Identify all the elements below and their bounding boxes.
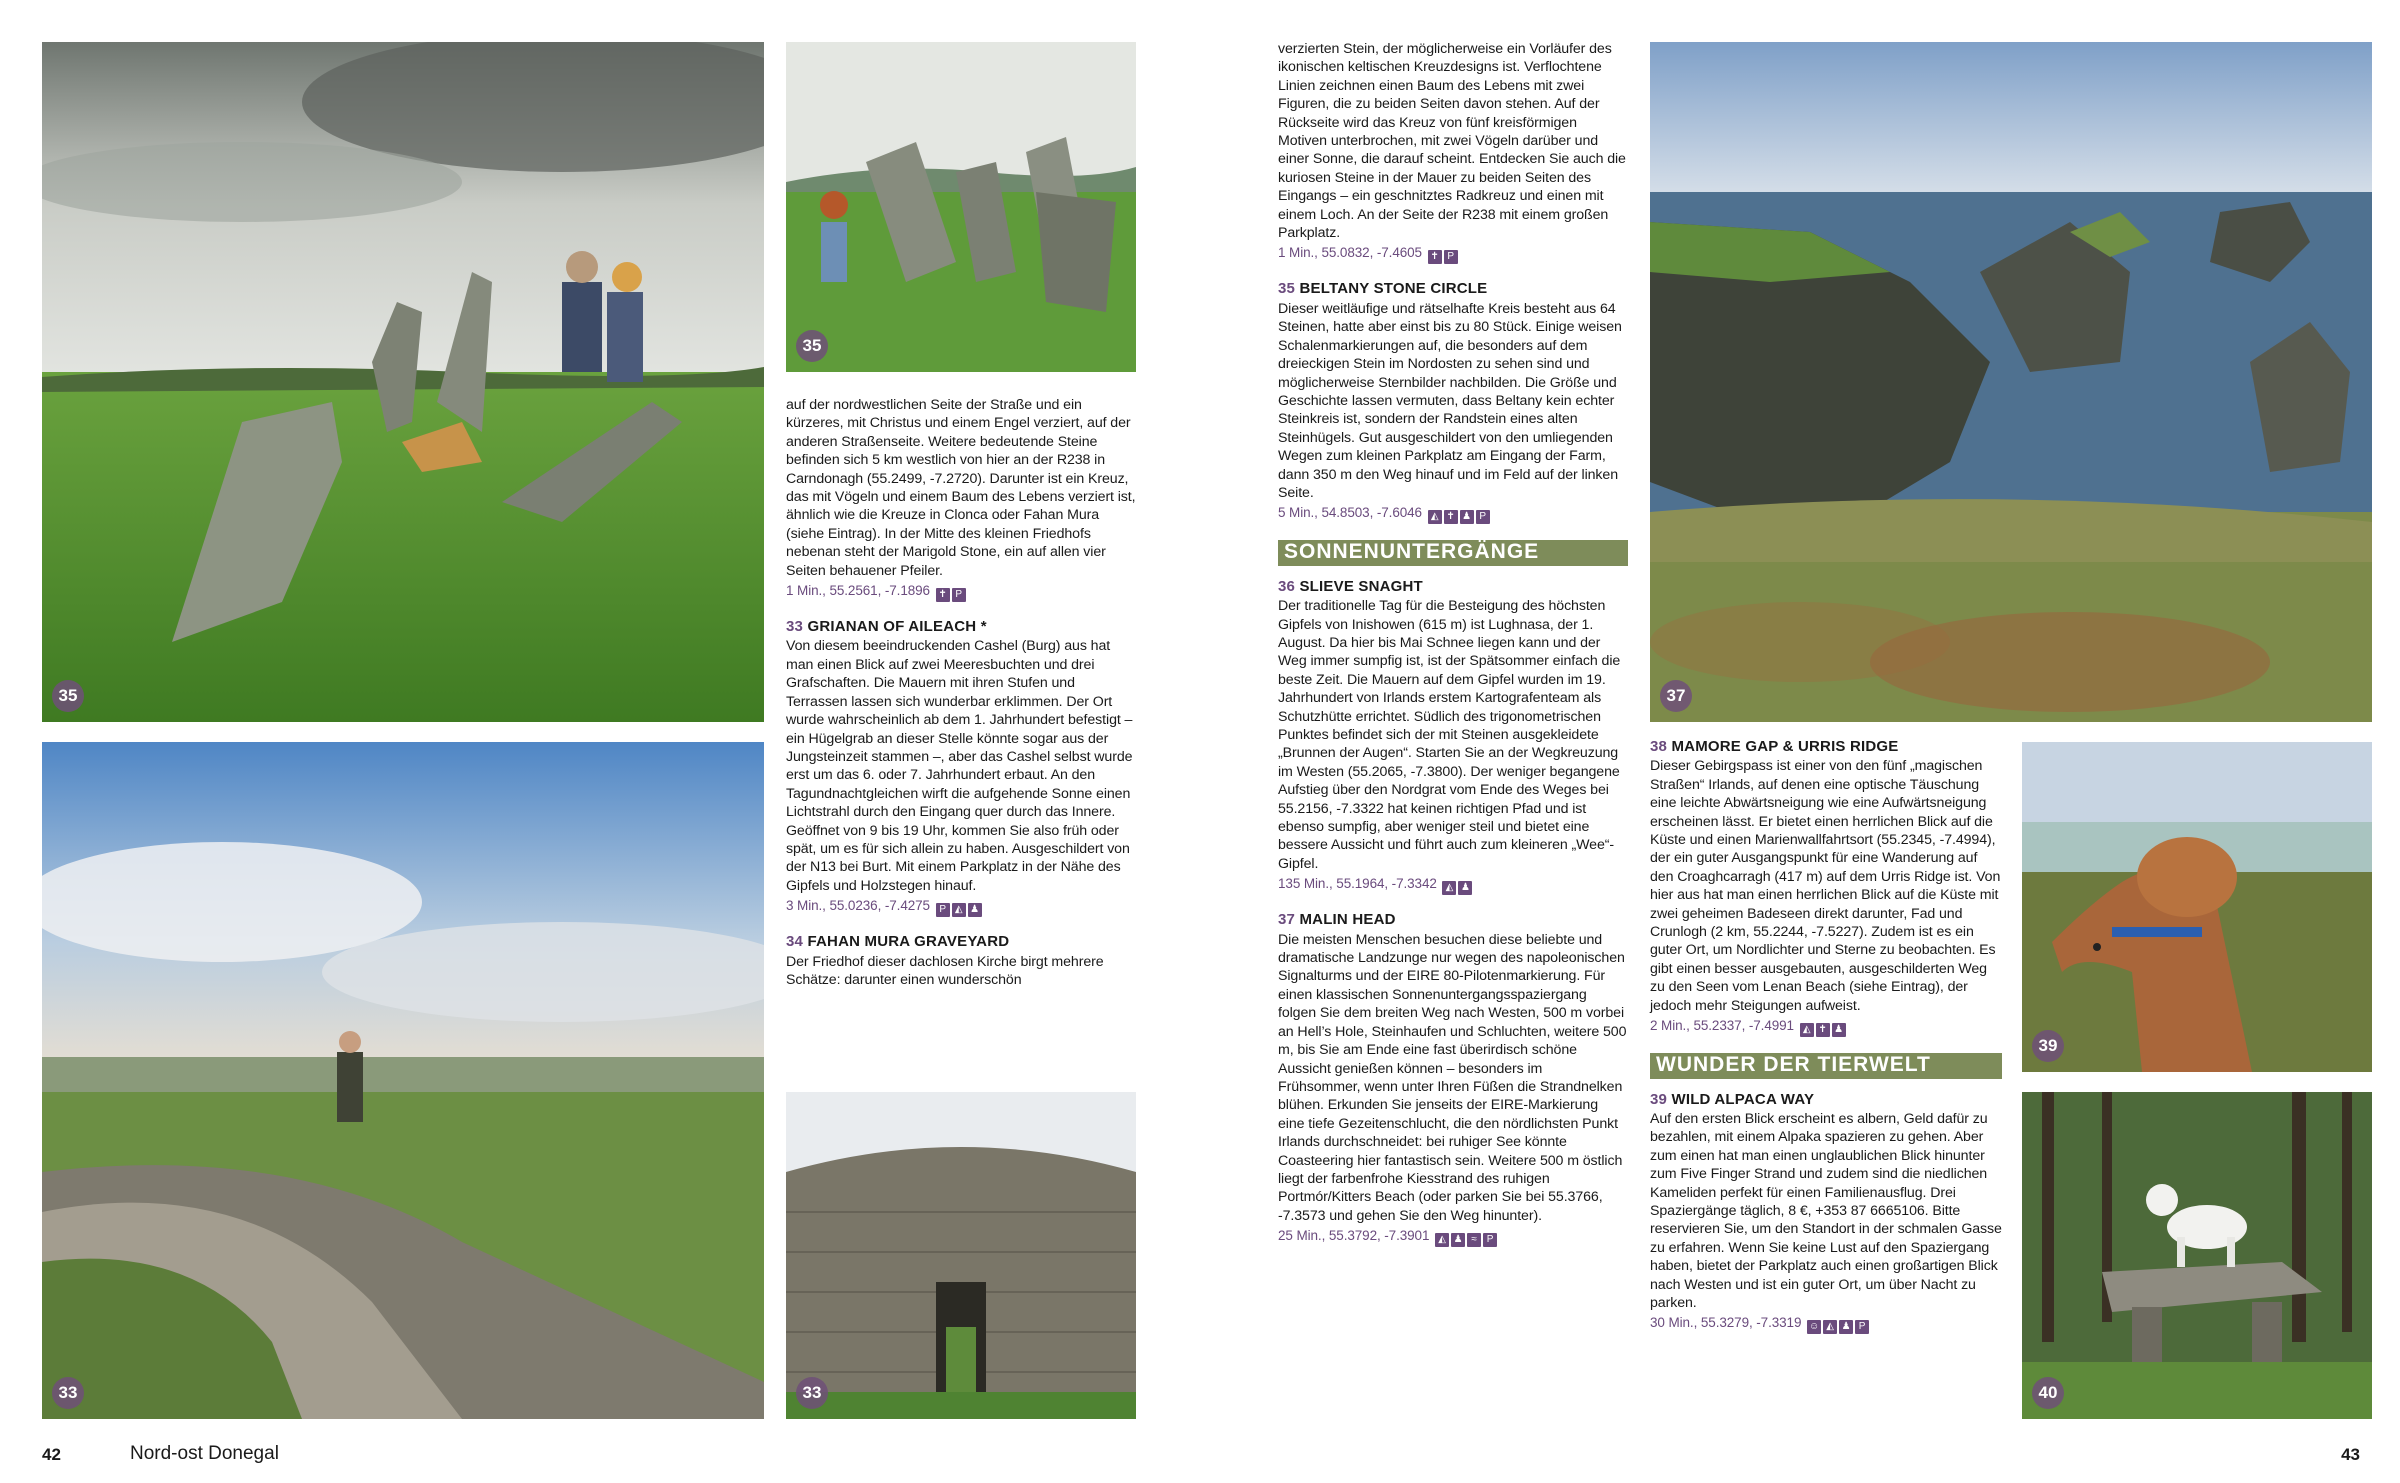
entry-body: Die meisten Menschen besuchen diese beliebte und dramatische Landzunge nur wegen des napoleonischen Signalturms und der EIRE 80-Pilotenmarkierung. Für einen klassischen Sonnenuntergangsspaziergang folgen Sie dem breiten Weg nach Westen, 500 m vorbei an Hell’s Hole, Steinhaufen und Schluchten, weitere 500 m, bis Sie am Ende eine fast überirdisch schöne Aussicht genießen können – besonders im Frühsommer, wenn unter Ihren Füßen die Strandnelken blühen. Erkunden Sie jenseits der EIRE-Markierung eine tiefe Gezeitenschlucht, die den nördlichsten Punkt Irlands durchschneidet: bei ruhiger See könnte Coasteering hier fantastisch sein. Weitere 500 m östlich liegt der farbenfrohe Kiesstrand des ruhigen Portmór/Kitters Beach (oder parken Sie bei 55.3766, -7.3573 und gehen Sie den Weg hinunter). — [1278, 931, 1627, 1224]
entry-number: 38 — [1650, 738, 1668, 755]
entry-meta — [786, 582, 1136, 602]
parking-icon: P — [952, 588, 966, 602]
entry-meta — [1278, 1227, 1628, 1247]
entry-number: 36 — [1278, 577, 1296, 595]
entry-name: BELTANY STONE CIRCLE — [1299, 280, 1488, 298]
meta-text: 30 Min., 55.3279, -7.3319 — [1650, 1315, 1802, 1331]
walk-icon: ♟ — [968, 903, 982, 917]
parking-icon: P — [936, 903, 950, 917]
entry-body: Der traditionelle Tag für die Besteigung des höchsten Gipfels von Inishowen (615 m) ist Lughnasa, der 1. August. Da hier bis Mai Schnee liegen kann und der Weg immer sumpfig ist, ist der Spätsommer einfach die beste Zeit. Die Mauern auf dem Gipfel wurden im 19. Jahrhundert von Irlands erstem Kartografenteam als Schutzhütte errichtet. Südlich des trigonometrischen Punktes befindet sich der mit Steinen ausgekleidete „Brunnen der Augen“. Starten Sie an der Wegkreuzung im Westen (55.2065, -7.3800). Der weniger begangene Aufstieg über den Nordgrat vom Ende des Weges bei 55.2156, -7.3322 hat keinen richtigen Pfad und ist ebenso sumpfig, aber weniger steil und bietet eine bessere Aussicht und führt auch zum kleineren „Wee“-Gipfel. — [1278, 598, 1621, 872]
meta-text: 25 Min., 55.3792, -7.3901 — [1278, 1228, 1430, 1244]
entry-continued-text: verzierten Stein, der möglicherweise ein Vorläufer des ikonischen keltischen Kreuzdesigns ist. Verflochtene Linien zeichnen einen Baum des Lebens mit zwei Figuren, die zu beiden Seiten davon stehen. Auf der Rückseite wird das Kreuz von fünf kreisförmigen Motiven unterbrochen, mit zwei Vögeln darüber und einer Sonne, die darauf scheint. Entdecken Sie auch die kuriosen Steine in der Mauer zu beiden Seiten des Eingangs – ein geschnitztes Radkreuz und einen mit einem Loch. An der Seite der R238 mit einem großen Parkplatz. — [1278, 41, 1626, 242]
view-icon: ◭ — [1428, 510, 1442, 524]
walk-icon: ♟ — [1451, 1233, 1465, 1247]
swim-icon: ≈ — [1467, 1233, 1481, 1247]
page-number-right: 43 — [2341, 1445, 2360, 1464]
entry-body: Dieser Gebirgspass ist einer von den fünf „magischen Straßen“ Irlands, auf denen eine optische Täuschung eine leichte Abwärtsneigung wie eine Aufwärtsneigung erscheinen lässt. Er bietet einen herrlichen Blick auf die Küste und einen Marienwallfahrtsort (55.2345, -7.4994), der ein guter Ausgangspunkt für eine Wanderung auf den Croaghcarragh (417 m) auf dem Urris Ridge ist. Von hier aus hat man einen herrlichen Blick auf die Küste mit zwei geheimen Badeseen direkt darunter, Fad und Crunlogh (2 km, 55.2244, -7.5227). Zudem ist es ein guter Ort, um Nordlichter und Sterne zu beobachten. Es gibt einen besser ausgebauten, ausgeschilderten Weg zu den Seen vom Lenan Beach (siehe Eintrag), der jedoch mehr Steigungen aufweist. — [1650, 758, 2001, 1014]
church-icon: ✝ — [1816, 1023, 1830, 1037]
entry-name: MALIN HEAD — [1299, 911, 1396, 929]
photo-number-badge: 40 — [2032, 1377, 2064, 1409]
text-column-2 — [1278, 40, 1628, 1263]
photo-number-badge: 35 — [796, 330, 828, 362]
entry-number: 33 — [786, 618, 804, 636]
entry-meta — [1650, 1314, 2002, 1334]
entry-meta — [786, 897, 1136, 917]
meta-text: 1 Min., 55.0832, -7.4605 — [1278, 245, 1422, 261]
section-heading-wildlife: WUNDER DER TIERWELT — [1650, 1053, 2002, 1078]
entry-body: Von diesem beeindruckenden Cashel (Burg) aus hat man einen Blick auf zwei Meeresbuchten und drei Grafschaften. Die Mauern mit ihren Stufen und Terrassen lassen sich wunderbar erklimmen. Der Ort wurde wahrscheinlich ab dem 1. Jahrhundert befestigt – ein Hügelgrab an dieser Stelle könnte sogar aus der Jungsteinzeit stammen –, aber das Cashel selbst wurde erst um das 6. oder 7. Jahrhundert erbaut. An den Tagundnachtgleichen wirft die aufgehende Sonne einen Lichtstrahl durch den Eingang quer durch das Innere. Geöffnet von 9 bis 19 Uhr, kommen Sie also früh oder spät, um es für sich allein zu haben. Ausgeschildert von der N13 bei Burt. Mit einem Parkplatz in der Nähe des Gipfels und Holzstegen hinauf. — [786, 638, 1133, 894]
text-column-1 — [786, 396, 1136, 989]
entry-name: MAMORE GAP & URRIS RIDGE — [1671, 738, 1899, 755]
entry-title-35 — [1278, 280, 1628, 298]
entry-name: SLIEVE SNAGHT — [1299, 577, 1423, 595]
photo-number-badge: 37 — [1660, 680, 1692, 712]
meta-text: 1 Min., 55.2561, -7.1896 — [786, 583, 930, 599]
photo-number-badge: 35 — [52, 680, 84, 712]
page-number-left: 42 — [42, 1445, 61, 1464]
walk-icon: ♟ — [1460, 510, 1474, 524]
entry-body: Dieser weitläufige und rätselhafte Kreis besteht aus 64 Steinen, hatte aber einst bis zu 80 Stück. Einige weisen Schalenmarkierungen auf, die besonders auf dem dreieckigen Stein im Nordosten zu sehen sind und möglicherweise Sternbilder nachbilden. Die Größe und Geschichte lassen vermuten, dass Beltany kein echter Steinkreis ist, sondern der Randstein eines alten Steinhügels. Gut ausgeschildert von den umliegenden Wegen zum kleinen Parkplatz am Eingang der Farm, dann 350 m den Weg hinauf und im Feld auf der linken Seite. — [1278, 300, 1622, 501]
entry-title-38 — [1650, 738, 2002, 756]
church-icon: ✝ — [1428, 250, 1442, 264]
parking-icon: P — [1476, 510, 1490, 524]
entry-title-37 — [1278, 911, 1628, 929]
entry-body: Auf den ersten Blick erscheint es albern, Geld dafür zu bezahlen, mit einem Alpaka spazieren zu gehen. Aber zum einen hat man einen unglaublichen Blick hinunter zum Five Finger Strand und zudem sind die niedlichen Kameliden perfekt für einen Familienausflug. Drei Spaziergänge täglich, 8 €, +353 87 6665106. Bitte reservieren Sie, um den Standort in der schmalen Gasse zu erfahren. Wenn Sie keine Lust auf den Spaziergang haben, bietet der Parkplatz auch einen großartigen Blick nach Westen und ist ein guter Ort, um über Nacht zu parken. — [1650, 1110, 2002, 1311]
meta-text: 3 Min., 55.0236, -7.4275 — [786, 898, 930, 914]
region-name: Nord-ost Donegal — [130, 1443, 279, 1464]
parking-icon: P — [1483, 1233, 1497, 1247]
view-icon: ◭ — [1800, 1023, 1814, 1037]
entry-name: GRIANAN OF AILEACH * — [807, 618, 987, 636]
view-icon: ◭ — [1442, 881, 1456, 895]
photo-coastline-cliffs — [1650, 42, 2372, 722]
photo-girl-stones — [786, 42, 1136, 372]
entry-meta — [1650, 1017, 2002, 1037]
entry-title-36 — [1278, 578, 1628, 596]
photo-dog-on-dolmen — [2022, 1092, 2372, 1419]
entry-title-34 — [786, 933, 1136, 951]
photo-number-badge: 33 — [796, 1377, 828, 1409]
entry-title-33 — [786, 618, 1136, 636]
photo-alpaca — [2022, 742, 2372, 1072]
entry-meta — [1278, 875, 1628, 895]
entry-number: 39 — [1650, 1090, 1668, 1108]
view-icon: ◭ — [952, 903, 966, 917]
walk-icon: ♟ — [1839, 1320, 1853, 1334]
view-icon: ◭ — [1823, 1320, 1837, 1334]
photo-fort-entrance — [786, 1092, 1136, 1419]
entry-name: FAHAN MURA GRAVEYARD — [807, 933, 1010, 951]
entry-title-39 — [1650, 1091, 2002, 1109]
entry-meta — [1278, 504, 1628, 524]
parking-icon: P — [1855, 1320, 1869, 1334]
entry-number: 35 — [1278, 280, 1296, 298]
entry-continued-text: auf der nordwestlichen Seite der Straße und ein kürzeres, mit Christus und einem Engel verziert, auf der anderen Straßenseite. Weitere bedeutende Steine befinden sich 5 km westlich von hier an der R238 in Carndonagh (55.2499, -7.2720). Darunter ist ein Kreuz, das mit Vögeln und einem Baum des Lebens verziert ist, ähnlich wie die Kreuze in Clonca oder Fahan Mura (siehe Eintrag). In der Mitte des kleinen Friedhofs nebenan steht der Marigold Stone, ein auf allen vier Seiten behauener Pfeiler. — [786, 397, 1136, 579]
church-icon: ✝ — [936, 588, 950, 602]
meta-text: 135 Min., 55.1964, -7.3342 — [1278, 876, 1437, 892]
entry-number: 37 — [1278, 911, 1296, 929]
parking-icon: P — [1444, 250, 1458, 264]
entry-body: Der Friedhof dieser dachlosen Kirche birgt mehrere Schätze: darunter einen wunderschön — [786, 953, 1104, 988]
text-column-3 — [1650, 738, 2002, 1350]
section-heading-sunsets: SONNENUNTERGÄNGE — [1278, 540, 1628, 565]
meta-text: 5 Min., 54.8503, -7.6046 — [1278, 505, 1422, 521]
church-icon: ✝ — [1444, 510, 1458, 524]
photo-number-badge: 39 — [2032, 1030, 2064, 1062]
walk-icon: ♟ — [1832, 1023, 1846, 1037]
photo-stone-row-people — [42, 42, 764, 722]
view-icon: ◭ — [1435, 1233, 1449, 1247]
family-icon: ☺ — [1808, 1321, 1820, 1333]
walk-icon: ♟ — [1458, 881, 1472, 895]
entry-number: 34 — [786, 933, 804, 951]
meta-text: 2 Min., 55.2337, -7.4991 — [1650, 1018, 1794, 1034]
photo-fort-walls — [42, 742, 764, 1419]
entry-meta — [1278, 244, 1628, 264]
photo-number-badge: 33 — [52, 1377, 84, 1409]
entry-name: WILD ALPACA WAY — [1671, 1090, 1815, 1108]
